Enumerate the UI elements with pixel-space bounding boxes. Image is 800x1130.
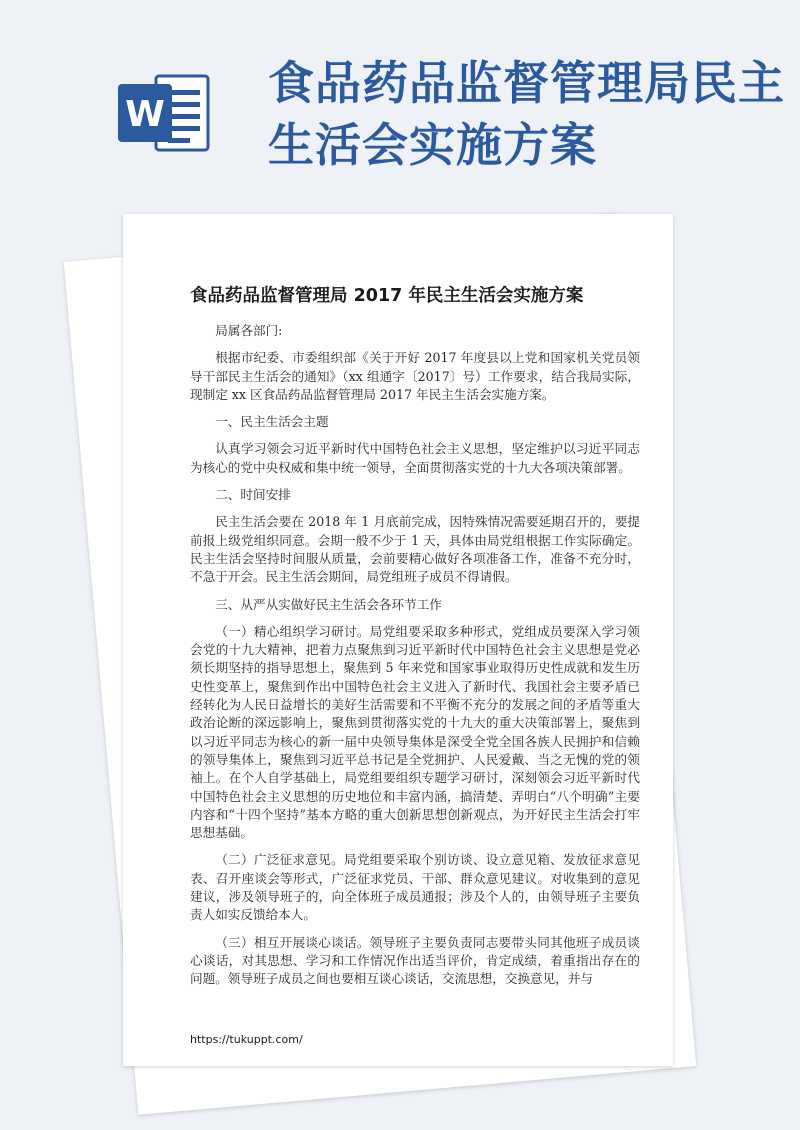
logo-letter: W [125,94,165,135]
section-heading-theme: 一、民主生活会主题 [215,414,329,430]
paragraph-theme: 认真学习领会习近平新时代中国特色社会主义思想，坚定维护以习近平同志为核心的党中央权威和集中统一领导，全面贯彻落实党的十九大各项决策部署。 [190,441,640,475]
section-heading-schedule: 二、时间安排 [215,487,291,503]
paragraph-talks: （三）相互开展谈心谈话。领导班子主要负责同志要带头同其他班子成员谈心谈话，对其思想、学习和工作情况作出适当评价，肯定成绩，着重指出存在的问题。领导班子成员之间也要相互谈心谈话，交流思想，交换意见，并与 [190,934,640,987]
salutation: 局属各部门: [215,323,283,338]
banner-title: 食品药品监督管理局民主生活会实施方案 [268,56,785,172]
source-url: https://tukuppt.com/ [190,1033,303,1046]
paragraph-opinions: （二）广泛征求意见。局党组要采取个别访谈、设立意见箱、发放征求意见表、召开座谈会等形式，广泛征求党员、干部、群众意见建议。对收集到的意见建议，涉及领导班子的，向全体班子成员通报；涉及个人的，由领导班子主要负责人如实反馈给本人。 [190,852,640,923]
paragraph-schedule: 民主生活会要在 2018 年 1 月底前完成，因特殊情况需要延期召开的，要提前报上级党组织同意。会期一般不少于 1 天，具体由局党组根据工作实际确定。民主生活会坚持时间服从质量，会前要精心做好各项准备工作，准备不充分时，不急于开会。民主生活会期间，局党组班子成员不得请假。 [190,514,640,585]
paragraph-intro: 根据市纪委、市委组织部《关于开好 2017 年度县以上党和国家机关党员领导干部民主生活会的通知》（xx 组通字〔2017〕号）工作要求，结合我局实际，现制定 xx 区食品药品监督管理局 2017 年民主生活会实施方案。 [190,350,640,402]
word-logo [118,70,214,160]
document-title: 食品药品监督管理局 2017 年民主生活会实施方案 [190,286,584,306]
document-body [190,322,640,998]
word-document-icon [118,70,214,156]
paragraph-study: （一）精心组织学习研讨。局党组要采取多种形式，党组成员要深入学习领会党的十九大精神，把着力点聚焦到习近平新时代中国特色社会主义思想是党必须长期坚持的指导思想上，聚焦到 5 年来党和国家事业取得历史性成就和发生历史性变革上，聚焦到作出中国特色社会主义进入了新时代、我国社会主要矛盾已经转化为人民日益增长的美好生活需要和不平衡不充分的发展之间的矛盾等重大政治论断的深远影响上，聚焦到贯彻落实党的十九大的重大决策部署上，聚焦到以习近平同志为核心的新一届中央领导集体是深受全党全国各族人民拥护和信赖的领导集体上，聚焦到习近平总书记是全党拥护、人民爱戴、当之无愧的党的领袖上。在个人自学基础上，局党组要组织专题学习研讨，深刻领会习近平新时代中国特色社会主义思想的历史地位和丰富内涵，搞清楚、弄明白“八个明确”主要内容和“十四个坚持”基本方略的重大创新思想创新观点，为开好民主生活会打牢思想基础。 [190,623,640,841]
section-heading-procedure: 三、从严从实做好民主生活会各环节工作 [215,596,442,612]
